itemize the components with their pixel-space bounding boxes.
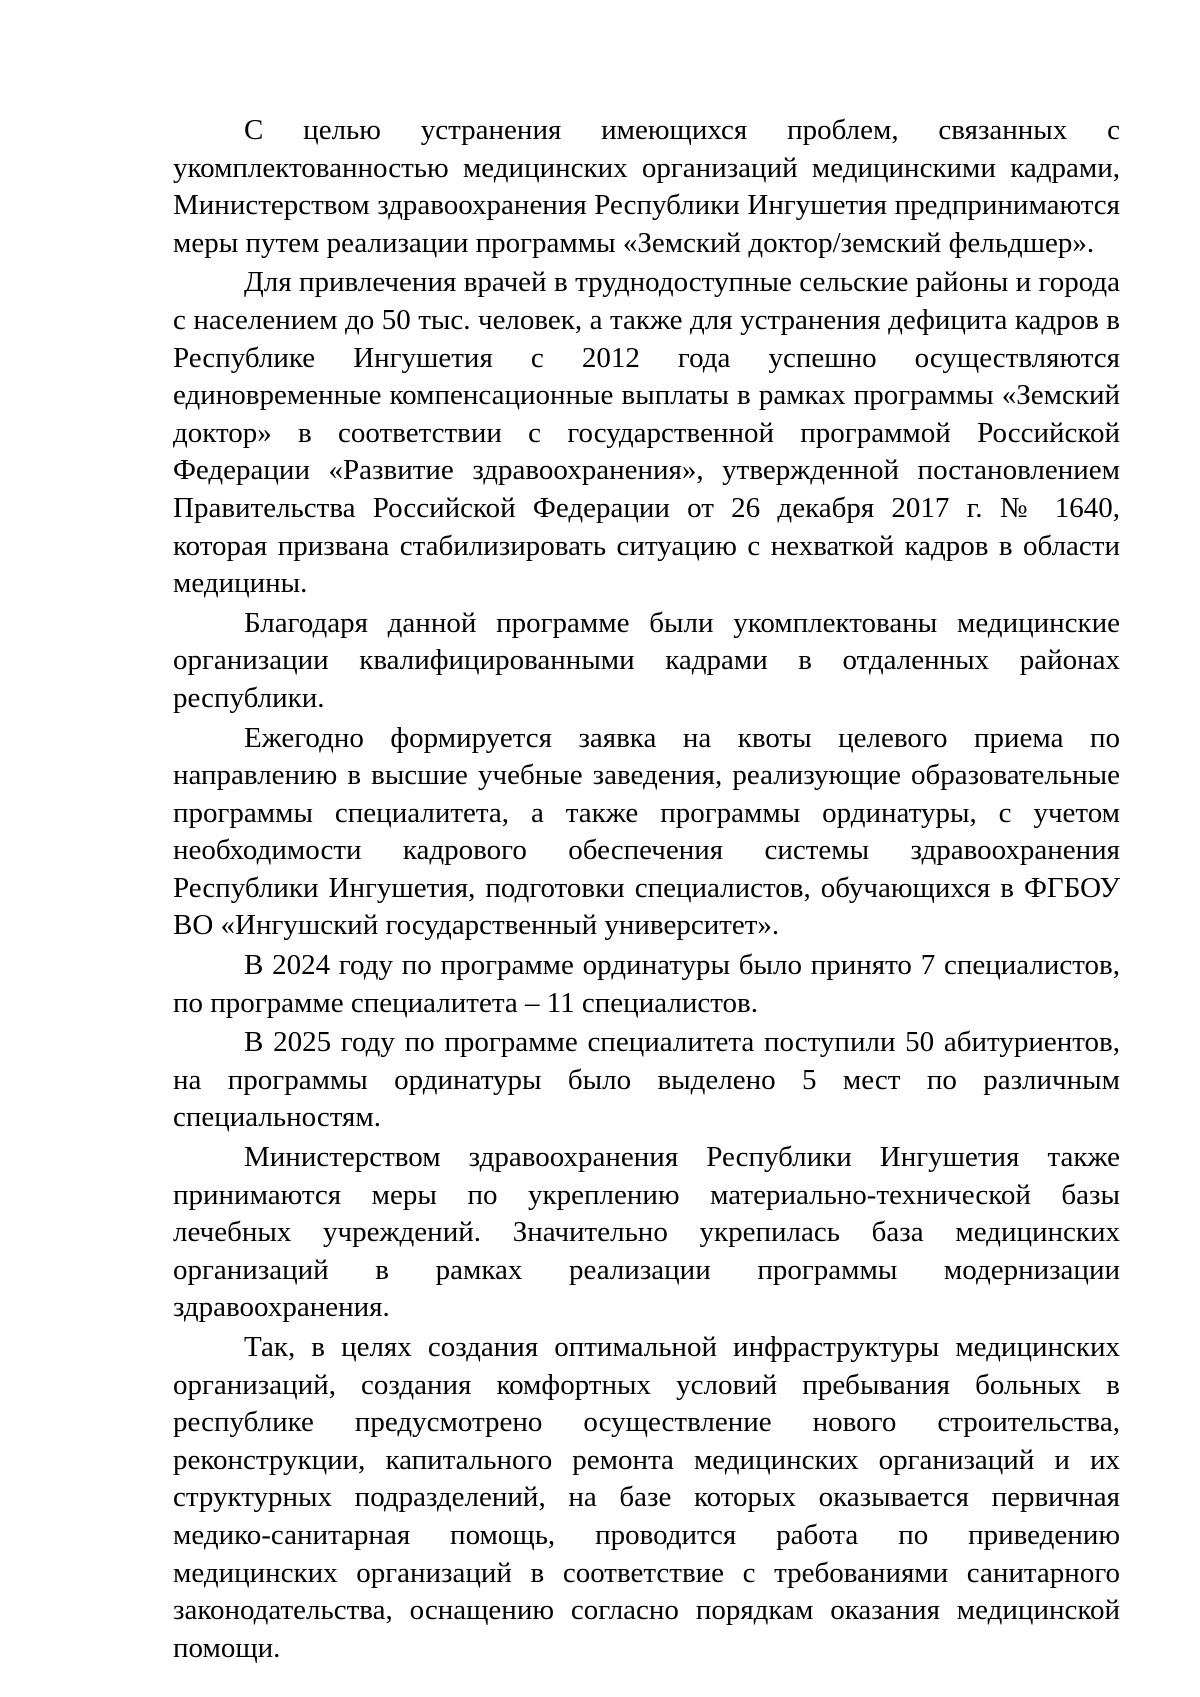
document-page bbox=[173, 112, 1120, 1669]
paragraph-2024-admissions: В 2024 году по программе ординатуры было принято 7 специалистов, по программе специалитета – 11 специалистов. bbox=[173, 949, 1120, 1019]
paragraph-material-base: Министерством здравоохранения Республики Ингушетия также принимаются меры по укреплению материально-технической базы лечебных учреждений. Значительно укрепилась база медицинских организаций в рамках реализации программы модернизации здравоохранения. bbox=[173, 1141, 1120, 1324]
paragraph-zemsky-program: С целью устранения имеющихся проблем, связанных с укомплектованностью медицинских организаций медицинскими кадрами, Министерством здравоохранения Республики Ингушетия предпринимаются меры путем реализации программы «Земский доктор/земский фельдшер». bbox=[173, 114, 1120, 259]
paragraph-infrastructure: Так, в целях создания оптимальной инфраструктуры медицинских организаций, создания комфортных условий пребывания больных в республике предусмотрено осуществление нового строительства, реконструкции, капитального ремонта медицинских организаций и их структурных подразделений, на базе которых оказывается первичная медико-санитарная помощь, проводится работа по приведению медицинских организаций в соответствие с требованиями санитарного законодательства, оснащению согласно порядкам оказания медицинской помощи. bbox=[173, 1331, 1120, 1664]
paragraph-2025-admissions: В 2025 году по программе специалитета поступили 50 абитуриентов, на программы ординатуры было выделено 5 мест по различным специальностям. bbox=[173, 1026, 1120, 1134]
paragraph-target-quotas: Ежегодно формируется заявка на квоты целевого приема по направлению в высшие учебные заведения, реализующие образовательные программы специалитета, а также программы ординатуры, с учетом необходимости кадрового обеспечения системы здравоохранения Республики Ингушетия, подготовки специалистов, обучающихся в ФГБОУ ВО «Ингушский государственный университет». bbox=[173, 721, 1120, 942]
paragraph-staffing-results: Благодаря данной программе были укомплектованы медицинские организации квалифицированными кадрами в отдаленных районах республики. bbox=[173, 606, 1120, 714]
paragraph-compensation-payments: Для привлечения врачей в труднодоступные сельские районы и города с населением до 50 тыс. человек, а также для устранения дефицита кадров в Республике Ингушетия с 2012 года успешно осуществляются единовременные компенсационные выплаты в рамках программы «Земский доктор» в соответствии с государственной программой Российской Федерации «Развитие здравоохранения», утвержденной постановлением Правительства Российской Федерации от 26 декабря 2017 г. № 1640, которая призвана стабилизировать ситуацию с нехваткой кадров в области медицины. bbox=[173, 266, 1120, 600]
